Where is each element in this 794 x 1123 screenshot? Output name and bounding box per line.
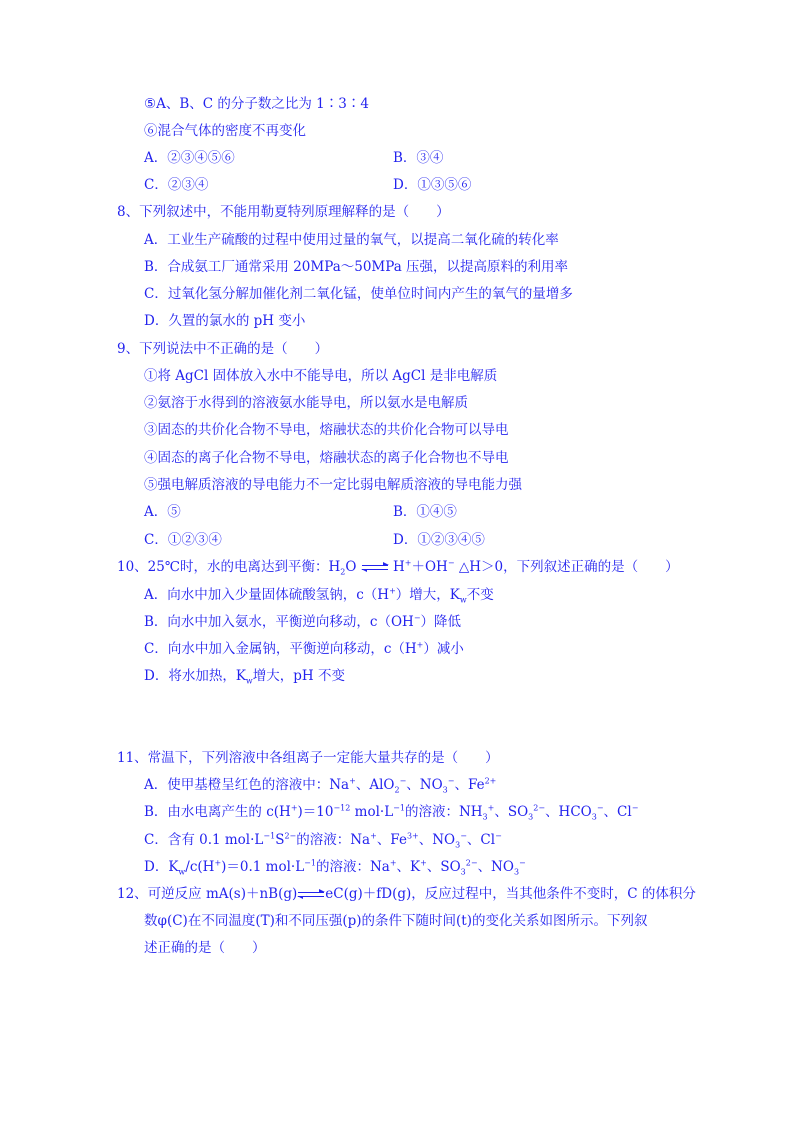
q9-item-1: ①将 AgCl 固体放入水中不能导电，所以 AgCl 是非电解质: [144, 368, 498, 384]
q7-option-c: C．②③④: [144, 177, 209, 193]
q9-option-b: B．①④⑤: [393, 504, 457, 520]
q7-option-b: B．③④: [393, 150, 444, 166]
q7-option-d: D．①③⑤⑥: [393, 177, 472, 193]
q9-item-4: ④固态的离子化合物不导电，熔融状态的离子化合物也不导电: [144, 450, 509, 466]
q9-item-5: ⑤强电解质溶液的导电能力不一定比弱电解质溶液的导电能力强: [144, 477, 522, 493]
q7-option-a: A．②③④⑤⑥: [144, 150, 235, 166]
q9-option-d: D．①②③④⑤: [393, 532, 485, 548]
q11-option-c: C．含有 0.1 $mol\cdot L^{-1}S^{2-}$的溶液：Na+、$Fe^{3+}$、$NO_3^-$、Cl−: [144, 831, 502, 850]
q8-option-b: B．合成氨工厂通常采用 20MPa～50MPa 压强，以提高原料的利用率: [144, 259, 569, 275]
q9-option-c: C．①②③④: [144, 532, 222, 548]
q10-option-b: B．向水中加入氨水，平衡逆向移动，c（OH−）降低: [144, 613, 462, 630]
q11-option-a: A．使甲基橙呈红色的溶液中：Na+、AlO$_2$−、$NO_3^-$、$Fe^{2+}$: [144, 776, 497, 795]
q11-stem: 11、常温下，下列溶液中各组离子一定能大量共存的是（ ）: [117, 750, 499, 766]
q8-option-d: D．久置的氯水的 pH 变小: [144, 313, 306, 329]
q9-option-a: A．⑤: [144, 504, 181, 520]
equilibrium-arrow-icon: [298, 890, 324, 900]
q12-stem-line-3: 述正确的是（ ）: [144, 940, 266, 956]
q8-stem: 8、下列叙述中，不能用勒夏特列原理解释的是（ ）: [117, 204, 450, 220]
q8-option-c: C．过氧化氢分解加催化剂二氧化锰，使单位时间内产生的氧气的量增多: [144, 286, 573, 302]
q8-option-a: A．工业生产硫酸的过程中使用过量的氧气，以提高二氧化硫的转化率: [144, 232, 559, 248]
q12-stem-line-2: 数φ(C)在不同温度(T)和不同压强(p)的条件下随时间(t)的变化关系如图所示。下列叙: [144, 913, 648, 929]
q9-stem: 9、下列说法中不正确的是（ ）: [117, 341, 329, 357]
q12-stem-line-1: 12、可逆反应 mA(s)＋nB(g) eC(g)＋fD(g)，反应过程中，当其他条件不变时，C 的体积分: [117, 886, 696, 902]
q10-option-a: A．向水中加入少量固体硫酸氢钠，c（H+）增大，$K_w$不变: [144, 586, 494, 605]
q10-option-d: D．将水加热，$K_w$增大，pH 不变: [144, 668, 345, 686]
equilibrium-arrow-icon: [362, 563, 388, 573]
q7-item-6: ⑥混合气体的密度不再变化: [144, 123, 306, 139]
q10-option-c: C．向水中加入金属钠，平衡逆向移动，c（H+）减小: [144, 640, 464, 657]
q9-item-2: ②氨溶于水得到的溶液氨水能导电，所以氨水是电解质: [144, 395, 468, 411]
q11-option-b: B．由水电离产生的 $c(H^+)=10^{-12}$ $mol\cdot L^{-1}$的溶液：$NH_3^+$、$SO_3^{2-}$、$HCO_3^-$、Cl−: [144, 803, 639, 822]
q10-stem: 10、25℃时，水的电离达到平衡：$H_2O$ H+＋OH− △H＞0，下列叙述正确的是（ ）: [117, 558, 679, 577]
q7-item-5: ⑤A、B、C 的分子数之比为 1∶3∶4: [144, 96, 369, 112]
q11-option-d: D．$K_w/c(H^+)=0.1$ $mol\cdot L^{-1}$的溶液：Na+、K+、$SO_3^{2-}$、$NO_3^-$: [144, 858, 526, 877]
q9-item-3: ③固态的共价化合物不导电，熔融状态的共价化合物可以导电: [144, 422, 509, 438]
